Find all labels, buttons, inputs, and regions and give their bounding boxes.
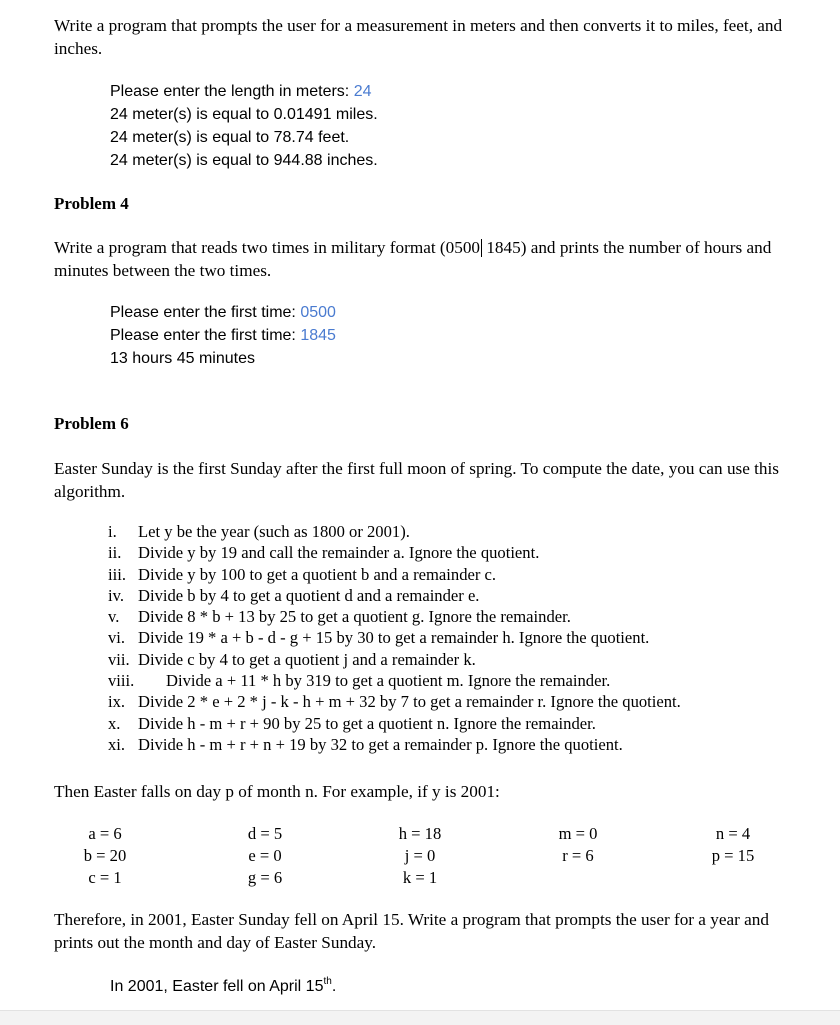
variable-value: h = 18 <box>398 824 442 843</box>
problem3-console-output <box>110 80 378 172</box>
variable-value: j = 0 <box>404 846 436 865</box>
variable-value: g = 6 <box>247 868 283 887</box>
document-page: Write a program that prompts the user for a measurement in meters and then converts it to miles, feet, and inches. Please enter the length in meters: 24 24 meter(s) is equal to 0.01491 miles. 24 meter(s) is equal to 78.74 feet. 24 meter(s) is equal to 944.88 inches. Problem 4 Write a program that reads two times in military format (0500 1845) and prints the number of hours and minutes between the two times. Please enter the first time: 0500 Please enter the first time: 1845 13 hours 45 minutes Problem 6 Easter Sunday is the first Sunday after the first full moon of spring. To compute the date, you can use this algorithm. i. Let y be the year (such as 1800 or 2001). ii. Divide y by 19 and call the remainder a. Ignore the quotient. iii. Divide y by 100 to get a quotient b and a remainder c. iv. Divide b by 4 to get a quotient d and a remainder e. v. Divide 8 * b + 13 by 25 to get a quotient g. Ignore the remainder. vi. Divide 19 * a + b - d - g + 15 by 30 to get a remainder h. Ignore the quotient. vii. Divide c by 4 to get a quotient j and a remainder k. viii. Divide a + 11 * h by 319 to get a quotient m. Ignore the remainder. ix. Divide 2 * e + 2 * j - k - h + m + 32 by 7 to get a remainder r. Ignore the quotient. x. Divide h - m + r + 90 by 25 to get a quotient n. Ignore the remainder. xi. Divide h - m + r + n + 19 by 32 to get a remainder p. Ignore the quotient. Then Easter falls on day p of month n. For example, if y is 2001: a = 6 b = 20 c = 1 d = 5 e = 0 g = 6 h = 18 j = 0 k = 1 m = 0 r = 6 n = 4 p = 15 Therefore, in 2001, Easter Sunday fell on April 15. Write a program that prompts the user for a year and prints out the month and day of Easter Sunday. In 2001, Easter fell on April 15th. <box>0 0 840 1010</box>
variable-column <box>240 823 290 889</box>
variable-value: k = 1 <box>402 868 438 887</box>
console-input-value: 1845 <box>300 327 336 344</box>
console-output-line: 24 meter(s) is equal to 944.88 inches. <box>110 152 378 169</box>
variable-value: d = 5 <box>247 824 283 843</box>
variable-column <box>705 823 761 867</box>
problem4-description <box>54 236 794 282</box>
console-prompt-line <box>110 301 336 324</box>
easter-example-intro: Then Easter falls on day p of month n. For example, if y is 2001: <box>54 782 500 801</box>
console-output-line: 24 meter(s) is equal to 78.74 feet. <box>110 129 350 146</box>
console-input-value: 24 <box>353 83 372 100</box>
variable-column <box>553 823 603 867</box>
problem6-console-output <box>110 975 336 998</box>
variable-value: p = 15 <box>711 846 755 865</box>
problem3-description: Write a program that prompts the user for a measurement in meters and then converts it to miles, feet, and inches. <box>54 16 783 58</box>
console-prompt: Please enter the length in meters: <box>110 83 354 100</box>
variable-value: m = 0 <box>558 824 598 843</box>
page-bottom-bar <box>0 1010 840 1025</box>
console-output-line: 13 hours 45 minutes <box>110 350 255 367</box>
variable-value: c = 1 <box>88 868 122 887</box>
variable-value: e = 0 <box>248 846 282 865</box>
problem6-heading: Problem 6 <box>54 414 129 433</box>
variable-value: a = 6 <box>88 824 122 843</box>
problem4-console-output <box>110 301 336 370</box>
console-prompt-line <box>110 324 336 347</box>
variable-column <box>80 823 130 889</box>
console-output-line: In 2001, Easter fell on April 15th. <box>110 976 337 995</box>
problem6-intro: Easter Sunday is the first Sunday after the first full moon of spring. To compute the date, you can use this algorithm. <box>54 459 779 501</box>
variable-column <box>393 823 447 889</box>
console-output-line: 24 meter(s) is equal to 0.01491 miles. <box>110 106 378 123</box>
console-prompt: Please enter the first time: <box>110 327 301 344</box>
console-prompt-line <box>110 80 378 103</box>
problem4-heading: Problem 4 <box>54 194 129 213</box>
problem4-description-part1: Write a program that reads two times in military format (0500 <box>54 238 481 257</box>
variable-value: n = 4 <box>715 824 751 843</box>
variable-value: b = 20 <box>83 846 127 865</box>
console-input-value: 0500 <box>300 304 336 321</box>
ordinal-suffix: th <box>323 976 332 987</box>
console-prompt: Please enter the first time: <box>110 304 301 321</box>
problem6-conclusion: Therefore, in 2001, Easter Sunday fell on April 15. Write a program that prompts the user for a year and prints out the month and day of Easter Sunday. <box>54 910 769 952</box>
variable-value: r = 6 <box>562 846 594 865</box>
problem4-description-part2: 1845) and prints the number of hours and minutes between the two times. <box>54 238 772 280</box>
